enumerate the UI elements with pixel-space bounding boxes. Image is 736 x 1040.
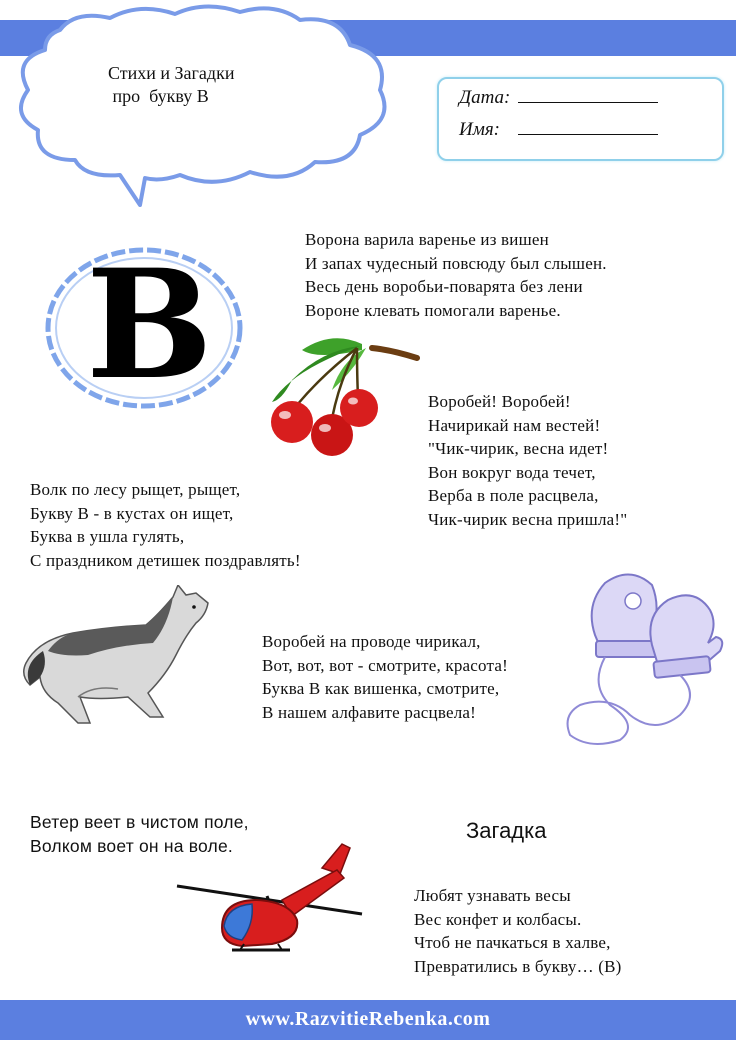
- poem-line: С праздником детишек поздравлять!: [30, 550, 301, 570]
- poem-line: И запах чудесный повсюду был слышен.: [305, 253, 607, 273]
- poem-line: Начирикай нам вестей!: [428, 415, 601, 435]
- poem-line: "Чик-чирик, весна идет!: [428, 439, 609, 458]
- poem-line: Верба в поле расцвела,: [428, 486, 599, 505]
- footer-url[interactable]: www.RazvitieRebenka.com: [245, 1008, 491, 1030]
- poem-line: Воробей! Воробей!: [428, 392, 571, 411]
- poem-line: Вес конфет и колбасы.: [414, 909, 582, 929]
- poem-crow: [305, 228, 607, 322]
- name-row: [459, 119, 658, 141]
- poem-line: Волком воет он на воле.: [30, 836, 233, 856]
- poem-line: Волк по лесу рыщет, рыщет,: [30, 480, 241, 499]
- poem-line: Превратились в букву… (В): [414, 956, 622, 976]
- date-label: Дата:: [459, 87, 511, 108]
- poem-wolf: [30, 478, 301, 572]
- poem-wire: [262, 630, 508, 724]
- name-field[interactable]: [518, 120, 658, 135]
- poem-line: Букву В - в кустах он ищет,: [30, 503, 234, 523]
- poem-line: Вороне клевать помогали варенье.: [305, 300, 561, 320]
- poem-line: Буква в ушла гулять,: [30, 527, 185, 546]
- poem-line: Любят узнавать весы: [414, 886, 571, 905]
- wolf-icon: [18, 585, 218, 730]
- cherry-icon: [262, 330, 422, 460]
- poem-line: В нашем алфавите расцвела!: [262, 702, 477, 722]
- poem-sparrow: [428, 390, 627, 531]
- poem-line: Буква В как вишенка, смотрите,: [262, 679, 500, 698]
- page-title: [108, 62, 234, 108]
- date-row: [459, 87, 658, 109]
- title-line-2: про букву В: [108, 86, 209, 106]
- poem-line: Чик-чирик весна пришла!": [428, 509, 628, 529]
- date-field[interactable]: [518, 88, 658, 103]
- riddle-text: [414, 884, 622, 978]
- poem-line: Воробей на проводе чирикал,: [262, 632, 481, 651]
- poem-line: Чтоб не пачкаться в халве,: [414, 933, 611, 952]
- poem-line: Ворона варила варенье из вишен: [305, 230, 549, 249]
- poem-line: Вон вокруг вода течет,: [428, 462, 596, 482]
- helicopter-icon: [172, 838, 372, 958]
- poem-line: Ветер веет в чистом поле,: [30, 812, 249, 832]
- poem-line: Вот, вот, вот - смотрите, красота!: [262, 655, 508, 675]
- mittens-icon: [560, 565, 730, 755]
- title-line-1: Стихи и Загадки: [108, 63, 235, 83]
- riddle-title: Загадка: [466, 818, 547, 843]
- poem-line: Весь день воробьи-поварята без лени: [305, 277, 583, 296]
- big-letter: В: [86, 237, 213, 413]
- date-name-box: [437, 77, 724, 161]
- name-label: Имя:: [459, 119, 501, 140]
